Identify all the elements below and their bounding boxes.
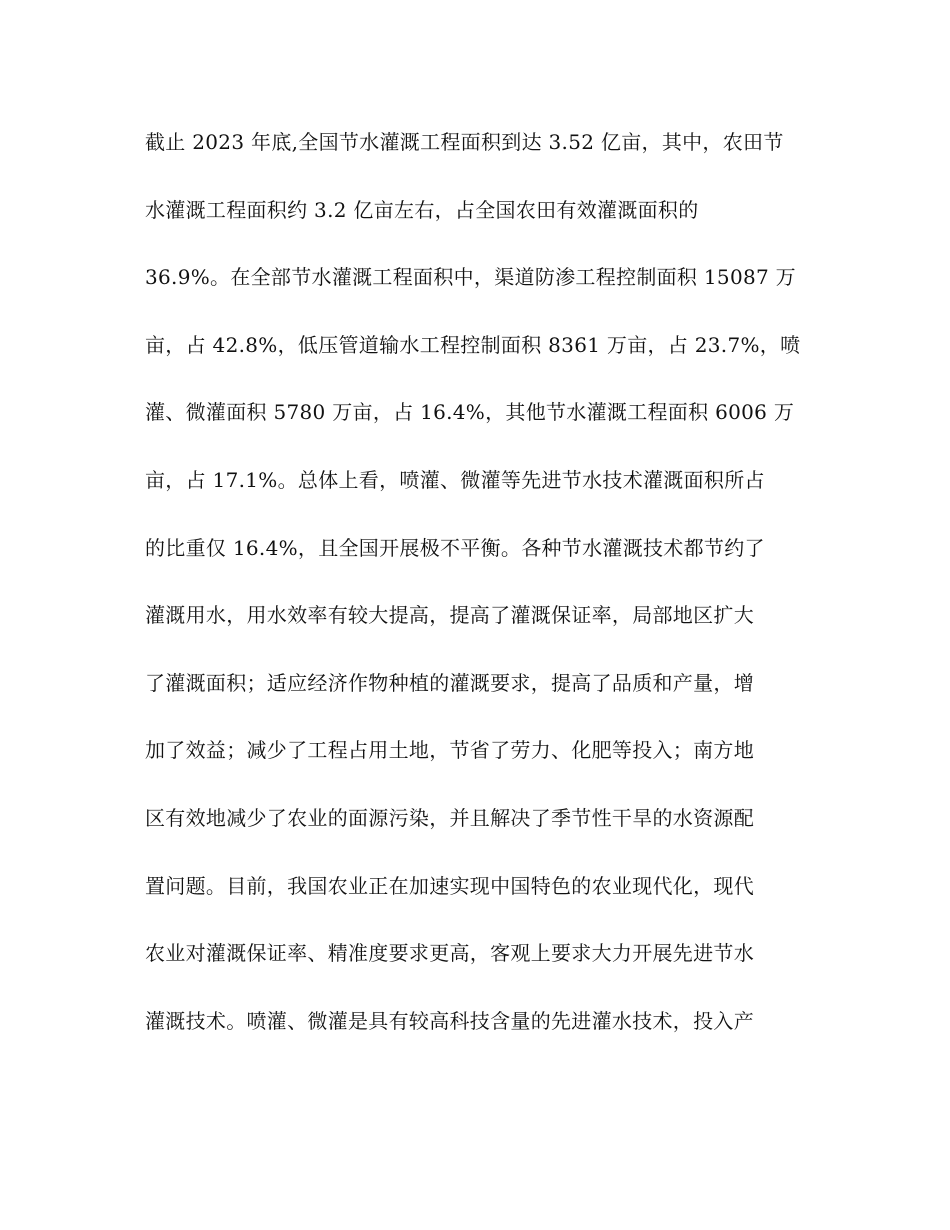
body-paragraph [145,122,810,1068]
text-line: 灌溉用水，用水效率有较大提高，提高了灌溉保证率，局部地区扩大 [145,603,754,628]
text-line: 了灌溉面积；适应经济作物种植的灌溉要求，提高了品质和产量，增 [145,670,754,695]
text-line: 截止 2023 年底,全国节水灌溉工程面积到达 3.52 亿亩，其中，农田节 [145,130,784,154]
text-line: 的比重仅 16.4%，且全国开展极不平衡。各种节水灌溉技术都节约了 [145,535,765,560]
text-line: 灌溉技术。喷灌、微灌是具有较高科技含量的先进灌水技术，投入产 [145,1008,754,1033]
text-line: 灌、微灌面积 5780 万亩，占 16.4%，其他节水灌溉工程面积 6006 万 [145,400,795,425]
text-line: 亩，占 17.1%。总体上看，喷灌、微灌等先进节水技术灌溉面积所占 [145,467,765,492]
text-line: 36.9%。在全部节水灌溉工程面积中，渠道防渗工程控制面积 15087 万 [145,265,796,290]
text-line: 农业对灌溉保证率、精准度要求更高，客观上要求大力开展先进节水 [145,941,754,966]
text-line: 加了效益；减少了工程占用土地，节省了劳力、化肥等投入；南方地 [145,738,754,763]
text-line: 水灌溉工程面积约 3.2 亿亩左右，占全国农田有效灌溉面积的 [145,197,699,222]
text-line: 区有效地减少了农业的面源污染，并且解决了季节性干旱的水资源配 [145,805,754,830]
text-line: 置问题。目前，我国农业正在加速实现中国特色的农业现代化，现代 [145,873,754,898]
text-line: 亩，占 42.8%，低压管道输水工程控制面积 8361 万亩，占 23.7%，喷 [145,332,801,357]
